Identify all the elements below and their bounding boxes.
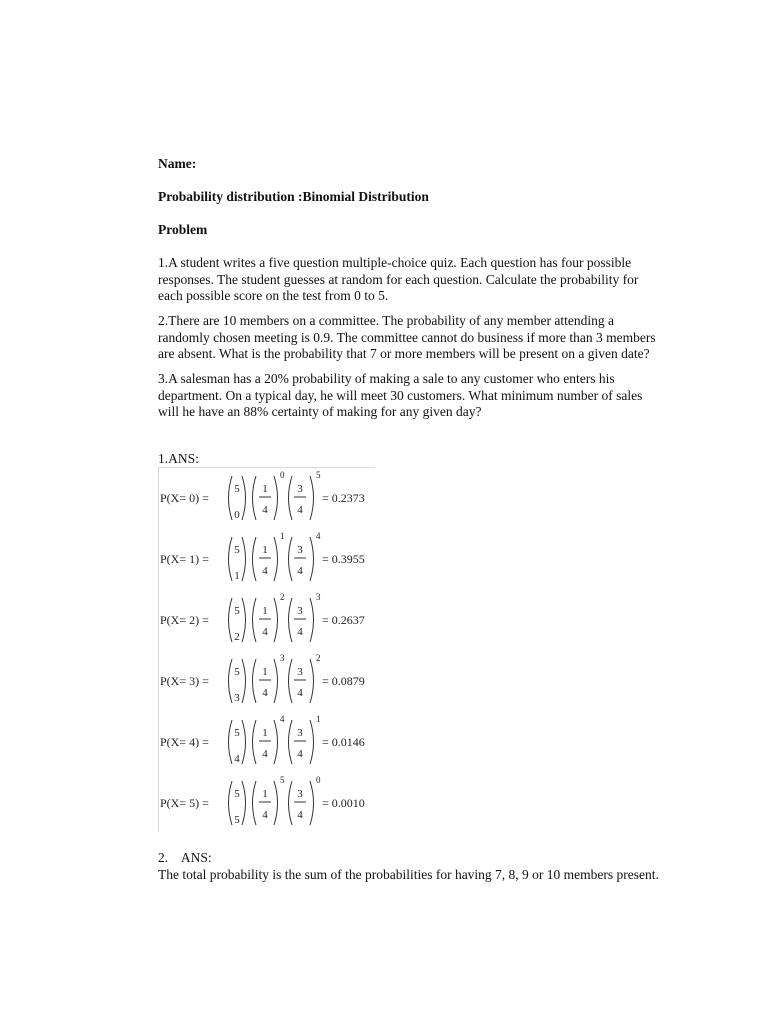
formula-result: = 0.0879 [322, 674, 365, 688]
formula-lhs: P(X= 2) = [160, 613, 209, 627]
formula-lhs: P(X= 4) = [160, 735, 209, 749]
q-right-paren [310, 781, 314, 825]
q-denominator: 4 [297, 809, 303, 821]
formula-result: = 0.0010 [322, 796, 365, 810]
q-denominator: 4 [297, 748, 303, 760]
formula-row [159, 590, 375, 650]
binom-right-paren [242, 598, 246, 642]
p-numerator: 1 [262, 666, 268, 678]
q-right-paren [310, 659, 314, 703]
q-exponent: 1 [316, 714, 321, 724]
p-numerator: 1 [262, 605, 268, 617]
p-left-paren [253, 598, 257, 642]
binom-k: 2 [234, 631, 240, 643]
binom-left-paren [229, 720, 233, 764]
binom-k: 0 [234, 509, 240, 521]
problem-heading: Problem [158, 222, 208, 237]
q-left-paren [289, 598, 293, 642]
binom-k: 1 [234, 570, 240, 582]
binom-n: 5 [234, 666, 240, 678]
q-denominator: 4 [297, 565, 303, 577]
name-label: Name: [158, 156, 197, 171]
p-denominator: 4 [262, 809, 268, 821]
formula-svg [159, 529, 375, 589]
p-right-paren [274, 781, 278, 825]
binom-n: 5 [234, 483, 240, 495]
p-denominator: 4 [262, 687, 268, 699]
problem-3 [158, 371, 678, 421]
q-exponent: 2 [316, 653, 321, 663]
formula-svg [159, 468, 375, 528]
q-exponent: 5 [316, 470, 321, 480]
q-denominator: 4 [297, 687, 303, 699]
document-title: Probability distribution :Binomial Distribution [158, 189, 429, 204]
p-left-paren [253, 476, 257, 520]
p-denominator: 4 [262, 565, 268, 577]
q-exponent: 3 [316, 592, 321, 602]
binom-n: 5 [234, 605, 240, 617]
q-numerator: 3 [297, 727, 303, 739]
p-numerator: 1 [262, 727, 268, 739]
q-right-paren [310, 598, 314, 642]
problem-3-line-3: will he have an 88% certainty of making for any given day? [158, 404, 482, 419]
formula-lhs: P(X= 0) = [160, 491, 209, 505]
q-right-paren [310, 537, 314, 581]
formula-row [159, 651, 375, 711]
problem-2-line-2: randomly chosen meeting is 0.9. The committee cannot do business if more than 3 members [158, 329, 656, 345]
q-numerator: 3 [297, 483, 303, 495]
formula-row [159, 468, 375, 528]
binom-left-paren [229, 476, 233, 520]
binom-left-paren [229, 537, 233, 581]
q-numerator: 3 [297, 544, 303, 556]
formula-result: = 0.0146 [322, 735, 365, 749]
p-left-paren [253, 659, 257, 703]
p-left-paren [253, 720, 257, 764]
q-exponent: 0 [316, 775, 321, 785]
formula-row [159, 773, 375, 833]
binom-right-paren [242, 720, 246, 764]
p-numerator: 1 [262, 483, 268, 495]
p-exponent: 5 [280, 775, 285, 785]
formula-result: = 0.2637 [322, 613, 365, 627]
binom-right-paren [242, 781, 246, 825]
formula-svg [159, 773, 375, 833]
binom-k: 5 [234, 814, 240, 826]
problem-2 [158, 313, 678, 363]
formula-svg [159, 712, 375, 772]
binom-left-paren [229, 659, 233, 703]
q-denominator: 4 [297, 504, 303, 516]
formula-row [159, 529, 375, 589]
formula-lhs: P(X= 1) = [160, 552, 209, 566]
p-exponent: 1 [280, 531, 285, 541]
q-numerator: 3 [297, 605, 303, 617]
binom-left-paren [229, 598, 233, 642]
q-left-paren [289, 720, 293, 764]
p-denominator: 4 [262, 626, 268, 638]
p-exponent: 4 [280, 714, 285, 724]
q-numerator: 3 [297, 666, 303, 678]
binom-right-paren [242, 476, 246, 520]
q-right-paren [310, 720, 314, 764]
p-denominator: 4 [262, 504, 268, 516]
problem-1-line-2: responses. The student guesses at random for each question. Calculate the probability for [158, 271, 639, 287]
p-right-paren [274, 598, 278, 642]
q-denominator: 4 [297, 626, 303, 638]
p-left-paren [253, 781, 257, 825]
binom-right-paren [242, 659, 246, 703]
p-right-paren [274, 720, 278, 764]
q-left-paren [289, 659, 293, 703]
binom-k: 4 [234, 753, 240, 765]
p-numerator: 1 [262, 788, 268, 800]
p-exponent: 3 [280, 653, 285, 663]
p-denominator: 4 [262, 748, 268, 760]
q-left-paren [289, 781, 293, 825]
answer-2-text: The total probability is the sum of the probabilities for having 7, 8, 9 or 10 members present. [158, 867, 659, 882]
binom-right-paren [242, 537, 246, 581]
p-right-paren [274, 537, 278, 581]
formula-result: = 0.2373 [322, 491, 365, 505]
formula-lhs: P(X= 5) = [160, 796, 209, 810]
problem-1-line-1: 1.A student writes a five question multiple-choice quiz. Each question has four possible [158, 255, 632, 270]
q-left-paren [289, 537, 293, 581]
answer-2-label: 2. ANS: [158, 850, 212, 865]
formula-row [159, 712, 375, 772]
q-left-paren [289, 476, 293, 520]
binom-n: 5 [234, 727, 240, 739]
binom-n: 5 [234, 788, 240, 800]
binom-n: 5 [234, 544, 240, 556]
q-numerator: 3 [297, 788, 303, 800]
problem-2-line-1: 2.There are 10 members on a committee. The probability of any member attending a [158, 313, 614, 328]
p-right-paren [274, 659, 278, 703]
binom-left-paren [229, 781, 233, 825]
binom-k: 3 [234, 692, 240, 704]
p-exponent: 0 [280, 470, 285, 480]
formula-result: = 0.3955 [322, 552, 365, 566]
q-exponent: 4 [316, 531, 321, 541]
answer-1-label: 1.ANS: [158, 451, 199, 466]
problem-1-line-3: each possible score on the test from 0 to 5. [158, 288, 389, 303]
problem-3-line-2: department. On a typical day, he will meet 30 customers. What minimum number of sales [158, 387, 643, 403]
formula-svg [159, 651, 375, 711]
problem-1 [158, 255, 678, 305]
formula-svg [159, 590, 375, 650]
binomial-formula-image [158, 467, 375, 832]
problem-3-line-1: 3.A salesman has a 20% probability of making a sale to any customer who enters his [158, 371, 615, 386]
formula-lhs: P(X= 3) = [160, 674, 209, 688]
p-right-paren [274, 476, 278, 520]
problem-2-line-3: are absent. What is the probability that 7 or more members will be present on a given date? [158, 346, 650, 361]
p-numerator: 1 [262, 544, 268, 556]
p-left-paren [253, 537, 257, 581]
p-exponent: 2 [280, 592, 285, 602]
q-right-paren [310, 476, 314, 520]
